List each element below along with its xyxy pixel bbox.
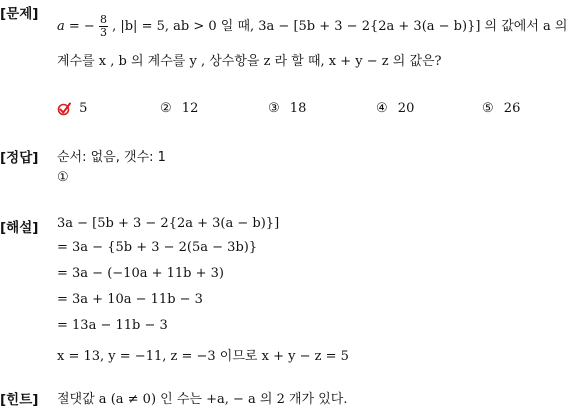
choice-mark: ③ <box>268 101 280 116</box>
hint-label: [힌트] <box>0 392 39 408</box>
hint-text: 절댓값 a (a ≠ 0) 인 수는 +a, − a 의 2 개가 있다. <box>57 392 348 407</box>
choice-value: 20 <box>397 101 415 116</box>
problem-line-1 <box>57 14 568 39</box>
solution-line: 3a − [5b + 3 − 2{2a + 3(a − b)}] <box>57 216 280 231</box>
choice-5[interactable] <box>482 101 520 116</box>
choice-mark: ④ <box>376 101 388 116</box>
fraction-denominator: 3 <box>99 26 107 39</box>
choice-1[interactable] <box>57 101 87 116</box>
choice-value: 5 <box>79 101 88 116</box>
solution-line: = 3a + 10a − 11b − 3 <box>57 292 203 307</box>
fraction-numerator: 8 <box>99 13 107 26</box>
choice-mark: ② <box>160 101 172 116</box>
solution-line: = 13a − 11b − 3 <box>57 318 168 333</box>
problem-expr-rest: , |b| = 5, ab > 0 일 때, 3a − [5b + 3 − 2{2a + 3(a − b)}] 의 값에서 a 의 <box>112 19 568 34</box>
choice-mark: ⑤ <box>482 101 494 116</box>
choice-4[interactable] <box>376 101 414 116</box>
choice-2[interactable] <box>160 101 198 116</box>
solution-line: = 3a − {5b + 3 − 2(5a − 3b)} <box>57 240 258 255</box>
fraction <box>99 14 108 39</box>
choice-value: 26 <box>503 101 521 116</box>
solution-label: [해설] <box>0 220 39 236</box>
answer-choice: ① <box>57 170 69 185</box>
choice-value: 18 <box>289 101 307 116</box>
problem-line-2: 계수를 x , b 의 계수를 y , 상수항을 z 라 할 때, x + y − z 의 값은? <box>57 54 442 69</box>
problem-label: [문제] <box>0 6 39 22</box>
solution-line: x = 13, y = −11, z = −3 이므로 x + y − z = 5 <box>57 349 349 364</box>
answer-label: [정답] <box>0 150 39 166</box>
choice-3[interactable] <box>268 101 306 116</box>
checkmark-icon <box>57 102 71 116</box>
answer-info: 순서: 없음, 갯수: 1 <box>57 150 166 165</box>
choice-value: 12 <box>181 101 199 116</box>
problem-expr-prefix: a = − <box>57 19 95 34</box>
solution-line: = 3a − (−10a + 11b + 3) <box>57 266 224 281</box>
